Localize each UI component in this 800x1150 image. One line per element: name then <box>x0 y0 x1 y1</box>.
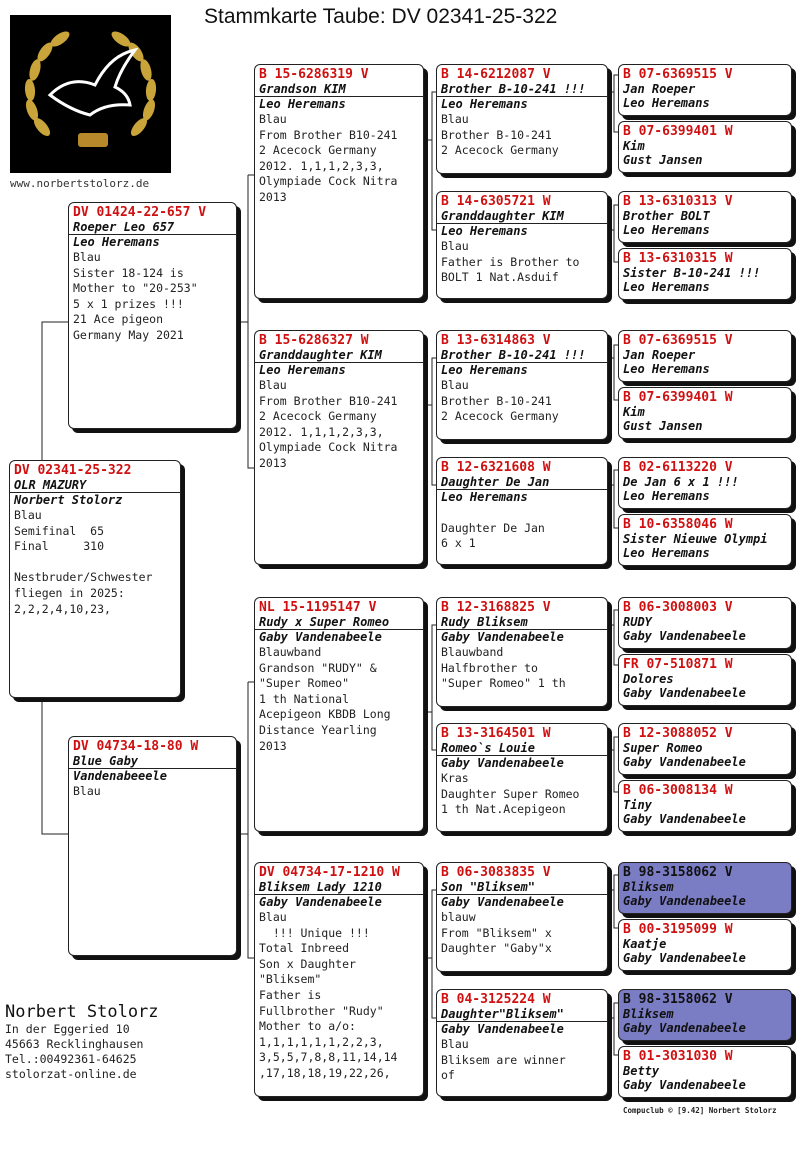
pigeon-card-gen4-11[interactable] <box>618 723 792 775</box>
breeder-name: Gaby Vandenabeele <box>623 755 746 769</box>
pigeon-name: Brother BOLT <box>623 209 710 223</box>
pigeon-name: Brother B-10-241 !!! <box>437 348 607 363</box>
ring-number: DV 04734-18-80 W <box>73 739 199 754</box>
pigeon-card-gen4-6[interactable] <box>618 387 792 439</box>
breeder-name: Leo Heremans <box>623 280 710 294</box>
pigeon-card-gen4-12[interactable] <box>618 780 792 832</box>
pigeon-card-sdd[interactable] <box>436 457 608 565</box>
breeder-name: Gaby Vandenabeele <box>259 895 382 909</box>
ring-number: B 98-3158062 V <box>623 865 733 880</box>
pigeon-card-ssd[interactable] <box>436 191 608 299</box>
breeder-name: Leo Heremans <box>623 223 710 237</box>
breeder-name: Gaby Vandenabeele <box>441 756 564 770</box>
ring-number: DV 01424-22-657 V <box>73 205 207 220</box>
pigeon-name: Rudy x Super Romeo <box>255 615 423 630</box>
pigeon-name: Sister Nieuwe Olympi <box>623 532 768 546</box>
ring-number: B 13-6314863 V <box>441 333 551 348</box>
pigeon-name: Dolores <box>623 672 674 686</box>
pigeon-name: Rudy Bliksem <box>437 615 607 630</box>
ring-number: B 12-3088052 V <box>623 726 733 741</box>
ring-number: B 01-3031030 W <box>623 1049 733 1064</box>
breeder-name: Vandenabeeele <box>73 769 167 783</box>
breeder-name: Leo Heremans <box>441 97 528 111</box>
pigeon-card-ddd[interactable] <box>436 989 608 1097</box>
ring-number: NL 15-1195147 V <box>259 600 377 615</box>
pigeon-card-dsd[interactable] <box>436 723 608 832</box>
pigeon-notes: Blauwband Grandson "RUDY" & "Super Romeo" 1 th National Acepigeon KBDB Long Distance Yearling 2013 <box>259 645 391 753</box>
pigeon-card-gen4-2[interactable] <box>618 121 792 173</box>
ring-number: B 07-6399401 W <box>623 390 733 405</box>
pigeon-card-sire[interactable] <box>68 202 237 429</box>
breeder-name: Leo Heremans <box>623 489 710 503</box>
pigeon-card-gen4-3[interactable] <box>618 191 792 243</box>
pigeon-notes: Blau From Brother B10-241 2 Acecock Germany 2012. 1,1,1,2,3,3, Olympiade Cock Nitra 2013 <box>259 112 398 204</box>
ring-number: B 07-6369515 V <box>623 333 733 348</box>
breeder-name: Leo Heremans <box>623 362 710 376</box>
pigeon-card-gen4-15[interactable] <box>618 989 792 1041</box>
breeder-name: Gaby Vandenabeele <box>623 812 746 826</box>
ring-number: B 12-6321608 W <box>441 460 551 475</box>
pigeon-name: Betty <box>623 1064 660 1078</box>
ring-number: B 06-3008003 V <box>623 600 733 615</box>
pigeon-notes: Daughter De Jan 6 x 1 <box>441 520 545 551</box>
pigeon-card-gen4-7[interactable] <box>618 457 792 509</box>
pigeon-card-gen4-1[interactable] <box>618 64 792 116</box>
pigeon-notes: Blauwband Halfbrother to "Super Romeo" 1 th <box>441 645 566 691</box>
pigeon-card-sire-sire[interactable] <box>254 64 424 299</box>
pigeon-name: Son "Bliksem" <box>437 880 607 895</box>
ring-number: B 06-3083835 V <box>441 865 551 880</box>
ring-number: B 15-6286319 V <box>259 67 369 82</box>
breeder-name: Gaby Vandenabeele <box>623 629 746 643</box>
footer-credit: Compuclub © [9.42] Norbert Stolorz <box>623 1106 777 1115</box>
pigeon-name: Daughter"Bliksem" <box>437 1007 607 1022</box>
pigeon-card-sds[interactable] <box>436 330 608 440</box>
ring-number: B 10-6358046 W <box>623 517 733 532</box>
address-web[interactable]: stolorzat-online.de <box>5 1067 137 1081</box>
breeder-name: Gust Jansen <box>623 153 703 167</box>
pigeon-card-sire-dam[interactable] <box>254 330 424 565</box>
pigeon-name: Granddaughter KIM <box>437 209 607 224</box>
ring-number: B 02-6113220 V <box>623 460 733 475</box>
pigeon-notes: Blau Semifinal 65 Final 310 Nestbruder/Schwester fliegen in 2025: 2,2,2,4,10,23, <box>14 508 153 616</box>
ring-number: B 98-3158062 V <box>623 992 733 1007</box>
pigeon-name: Bliksem <box>623 880 674 894</box>
ring-number: B 04-3125224 W <box>441 992 551 1007</box>
pigeon-card-dds[interactable] <box>436 862 608 972</box>
ring-number: B 14-6212087 V <box>441 67 551 82</box>
address-phone: Tel.:00492361-64625 <box>5 1052 137 1066</box>
pigeon-card-gen4-13[interactable] <box>618 862 792 914</box>
pigeon-card-sss[interactable] <box>436 64 608 174</box>
breeder-name: Gaby Vandenabeele <box>441 895 564 909</box>
pigeon-notes: blauw From "Bliksem" x Daughter "Gaby"x <box>441 910 552 956</box>
breeder-name: Gaby Vandenabeele <box>441 1022 564 1036</box>
breeder-name: Leo Heremans <box>441 363 528 377</box>
pigeon-card-dam-sire[interactable] <box>254 597 424 832</box>
pigeon-name: Kim <box>623 405 645 419</box>
pigeon-card-gen4-16[interactable] <box>618 1046 792 1098</box>
breeder-name: Gaby Vandenabeele <box>623 686 746 700</box>
breeder-name: Leo Heremans <box>441 224 528 238</box>
breeder-name: Leo Heremans <box>259 363 346 377</box>
pigeon-name: Kaatje <box>623 937 667 951</box>
pigeon-name: Romeo`s Louie <box>437 741 607 756</box>
pigeon-name: Jan Roeper <box>623 348 696 362</box>
pigeon-name: RUDY <box>623 615 652 629</box>
breeder-name: Leo Heremans <box>441 490 528 504</box>
pigeon-name: Roeper Leo 657 <box>69 220 236 235</box>
ring-number: B 15-6286327 W <box>259 333 369 348</box>
pigeon-name: Grandson KIM <box>255 82 423 97</box>
pigeon-card-gen4-10[interactable] <box>618 654 792 706</box>
breeder-name: Leo Heremans <box>623 96 710 110</box>
pigeon-name: Super Romeo <box>623 741 703 755</box>
pigeon-notes: Blau From Brother B10-241 2 Acecock Germany 2012. 1,1,1,2,3,3, Olympiade Cock Nitra 2013 <box>259 378 398 470</box>
ring-number: DV 02341-25-322 <box>14 463 132 478</box>
pigeon-card-gen4-9[interactable] <box>618 597 792 649</box>
ring-number: B 00-3195099 W <box>623 922 733 937</box>
pigeon-name: Brother B-10-241 !!! <box>437 82 607 97</box>
ring-number: B 07-6399401 W <box>623 124 733 139</box>
breeder-name: Gaby Vandenabeele <box>441 630 564 644</box>
ring-number: B 14-6305721 W <box>441 194 551 209</box>
pigeon-name: Bliksem <box>623 1007 674 1021</box>
pigeon-name: Tiny <box>623 798 652 812</box>
pigeon-name: Sister B-10-241 !!! <box>623 266 761 280</box>
breeder-address <box>5 1002 159 1082</box>
breeder-name: Gaby Vandenabeele <box>623 1078 746 1092</box>
pigeon-name: Granddaughter KIM <box>255 348 423 363</box>
breeder-name: Gust Jansen <box>623 419 703 433</box>
pigeon-name: De Jan 6 x 1 !!! <box>623 475 739 489</box>
breeder-name: Gaby Vandenabeele <box>623 894 746 908</box>
pigeon-notes: Blau <box>73 784 101 798</box>
pigeon-card-subject[interactable] <box>9 460 181 698</box>
pigeon-name: Jan Roeper <box>623 82 696 96</box>
page-title: Stammkarte Taube: DV 02341-25-322 <box>204 5 558 28</box>
pigeon-card-gen4-5[interactable] <box>618 330 792 382</box>
ring-number: B 12-3168825 V <box>441 600 551 615</box>
ring-number: B 13-6310315 W <box>623 251 733 266</box>
ring-number: B 07-6369515 V <box>623 67 733 82</box>
pigeon-name: Blue Gaby <box>69 754 236 769</box>
ring-number: B 13-3164501 W <box>441 726 551 741</box>
pigeon-card-gen4-4[interactable] <box>618 248 792 300</box>
pigeon-notes: Blau Brother B-10-241 2 Acecock Germany <box>441 378 559 424</box>
pigeon-card-gen4-14[interactable] <box>618 919 792 971</box>
address-city: 45663 Recklinghausen <box>5 1037 144 1051</box>
pigeon-name: OLR MAZURY <box>10 478 180 493</box>
address-street: In der Eggeried 10 <box>5 1022 130 1036</box>
ring-number: B 13-6310313 V <box>623 194 733 209</box>
pigeon-notes: Kras Daughter Super Romeo 1 th Nat.Acepigeon <box>441 771 580 817</box>
breeder-name: Norbert Stolorz <box>14 493 123 507</box>
pigeon-notes: Blau Brother B-10-241 2 Acecock Germany <box>441 112 559 158</box>
pigeon-card-gen4-8[interactable] <box>618 514 792 566</box>
pigeon-notes: Blau Sister 18-124 is Mother to "20-253" 5 x 1 prizes !!! 21 Ace pigeon Germany May 2021 <box>73 250 198 342</box>
pigeon-card-dam-dam[interactable] <box>254 862 424 1097</box>
pigeon-notes: Blau !!! Unique !!! Total Inbreed Son x Daughter "Bliksem" Father is Fullbrother "Rudy" Mother to a/o: 1,1,1,1,1,1,2,2,3, 3,5,5,7,8,8,11,14,14 ,17,18,18,19,22,26, <box>259 910 398 1080</box>
pigeon-card-dss[interactable] <box>436 597 608 707</box>
pigeon-name: Kim <box>623 139 645 153</box>
ring-number: FR 07-510871 W <box>623 657 733 672</box>
website-link[interactable]: www.norbertstolorz.de <box>10 177 150 190</box>
pigeon-notes: Blau Bliksem are winner of <box>441 1037 566 1083</box>
ring-number: DV 04734-17-1210 W <box>259 865 400 880</box>
breeder-name: Leo Heremans <box>259 97 346 111</box>
pigeon-notes: Blau Father is Brother to BOLT 1 Nat.Asduif <box>441 239 580 285</box>
breeder-name: Leo Heremans <box>623 546 710 560</box>
pigeon-card-dam[interactable] <box>68 736 237 956</box>
breeder-name: Gaby Vandenabeele <box>623 1021 746 1035</box>
breeder-name: Gaby Vandenabeele <box>623 951 746 965</box>
breeder-name: Gaby Vandenabeele <box>259 630 382 644</box>
pigeon-name: Bliksem Lady 1210 <box>255 880 423 895</box>
breeder-name-large: Norbert Stolorz <box>5 1002 159 1022</box>
ring-number: B 06-3008134 W <box>623 783 733 798</box>
breeder-name: Leo Heremans <box>73 235 160 249</box>
pigeon-name: Daughter De Jan <box>437 475 607 490</box>
